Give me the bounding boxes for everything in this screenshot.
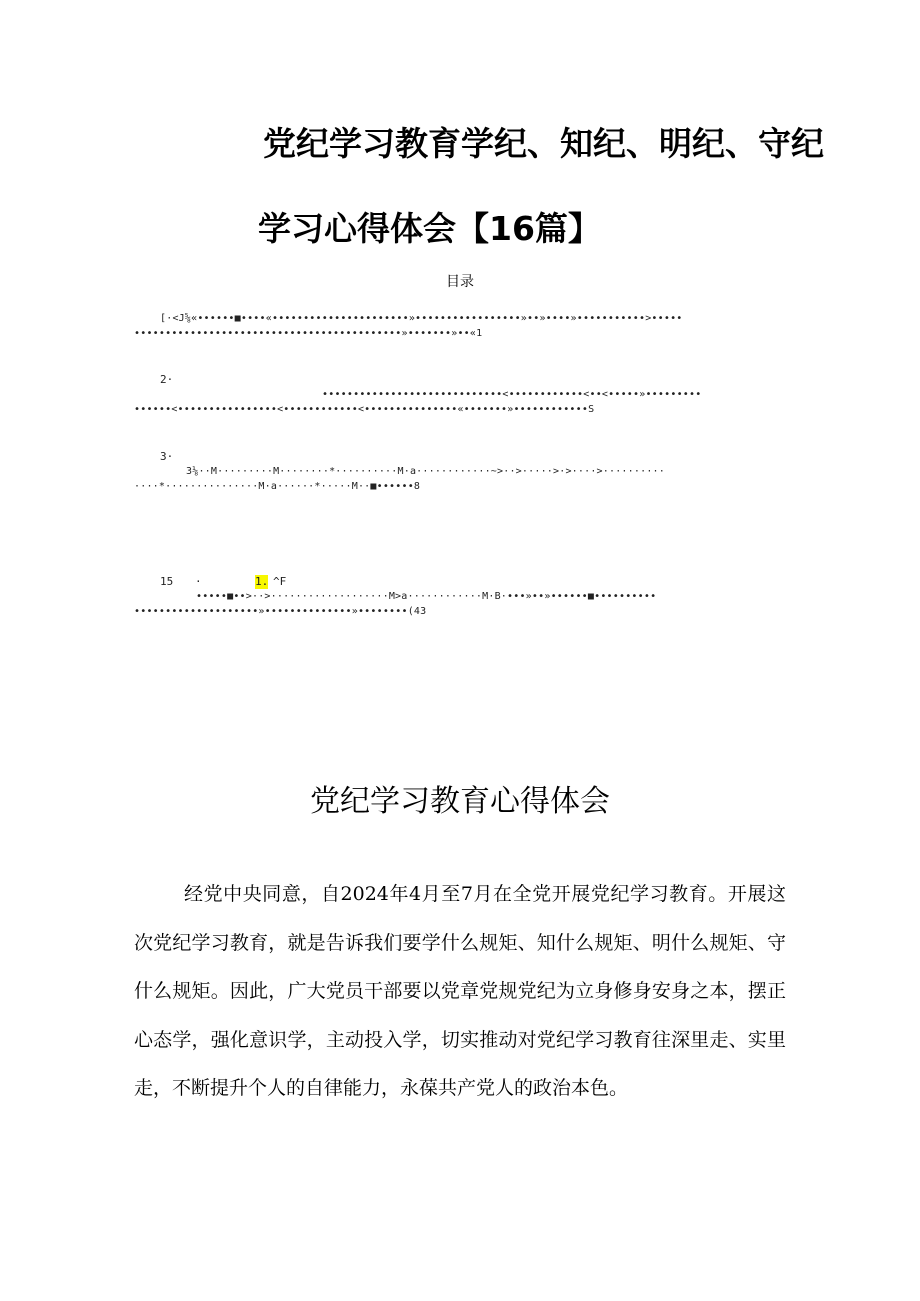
toc-entry-15-line-2: ••••••••••••••••••••»••••••••••••••»••••••••(43 bbox=[134, 606, 427, 617]
toc-entry-15-line-1: •••••■••>··>···················M>a············M·B·•••»••»••••••■•••••••••• bbox=[196, 591, 657, 602]
toc-entry-3-number: 3· bbox=[160, 450, 174, 463]
toc-entry-3-line-1: 3⅛··M·········M········*··········M·a············~>··>·····>·>····>·········· bbox=[186, 466, 665, 477]
toc-entry-15-suffix: ^F bbox=[273, 575, 287, 588]
toc-entry-15-dot: · bbox=[195, 575, 202, 588]
toc-entry-2-number: 2· bbox=[160, 373, 174, 386]
document-title-line-2: 学习心得体会【16篇】 bbox=[258, 209, 601, 248]
toc-entry-1-line-1: [·<J⅝«••••••■••••«••••••••••••••••••••••»•••••••••••••••••»••»••••»•••••••••••>••••• bbox=[160, 313, 683, 324]
section-title: 党纪学习教育心得体会 bbox=[310, 784, 610, 819]
document-title-line-1: 党纪学习教育学纪、知纪、明纪、守纪 bbox=[263, 124, 824, 163]
toc-entry-2-line-1: •••••••••••••••••••••••••••••<••••••••••••<••<•••••»••••••••• bbox=[322, 389, 702, 400]
body-paragraph: 经党中央同意，自2024年4月至7月在全党开展党纪学习教育。开展这次党纪学习教育，就是告诉我们要学什么规矩、知什么规矩、明什么规矩、守什么规矩。因此，广大党员干部要以党章党规党纪为立身修身安身之本，摆正心态学，强化意识学，主动投入学，切实推动对党纪学习教育往深里走、实里走，不断提升个人的自律能力，永葆共产党人的政治本色。 bbox=[134, 883, 786, 1099]
toc-entry-1-line-2: •••••••••••••••••••••••••••••••••••••••••••»•••••••»••«1 bbox=[134, 328, 483, 339]
toc-entry-3-line-2: ····*···············M·a······*·····M··■••••••8 bbox=[134, 481, 421, 492]
toc-heading: 目录 bbox=[446, 274, 474, 290]
toc-entry-15-highlight-marker: 1. bbox=[255, 575, 269, 588]
toc-entry-2-line-2: ••••••<••••••••••••••••<••••••••••••<•••••••••••••••«•••••••»••••••••••••S bbox=[134, 404, 595, 415]
toc-entry-15-number: 15 bbox=[160, 575, 174, 588]
